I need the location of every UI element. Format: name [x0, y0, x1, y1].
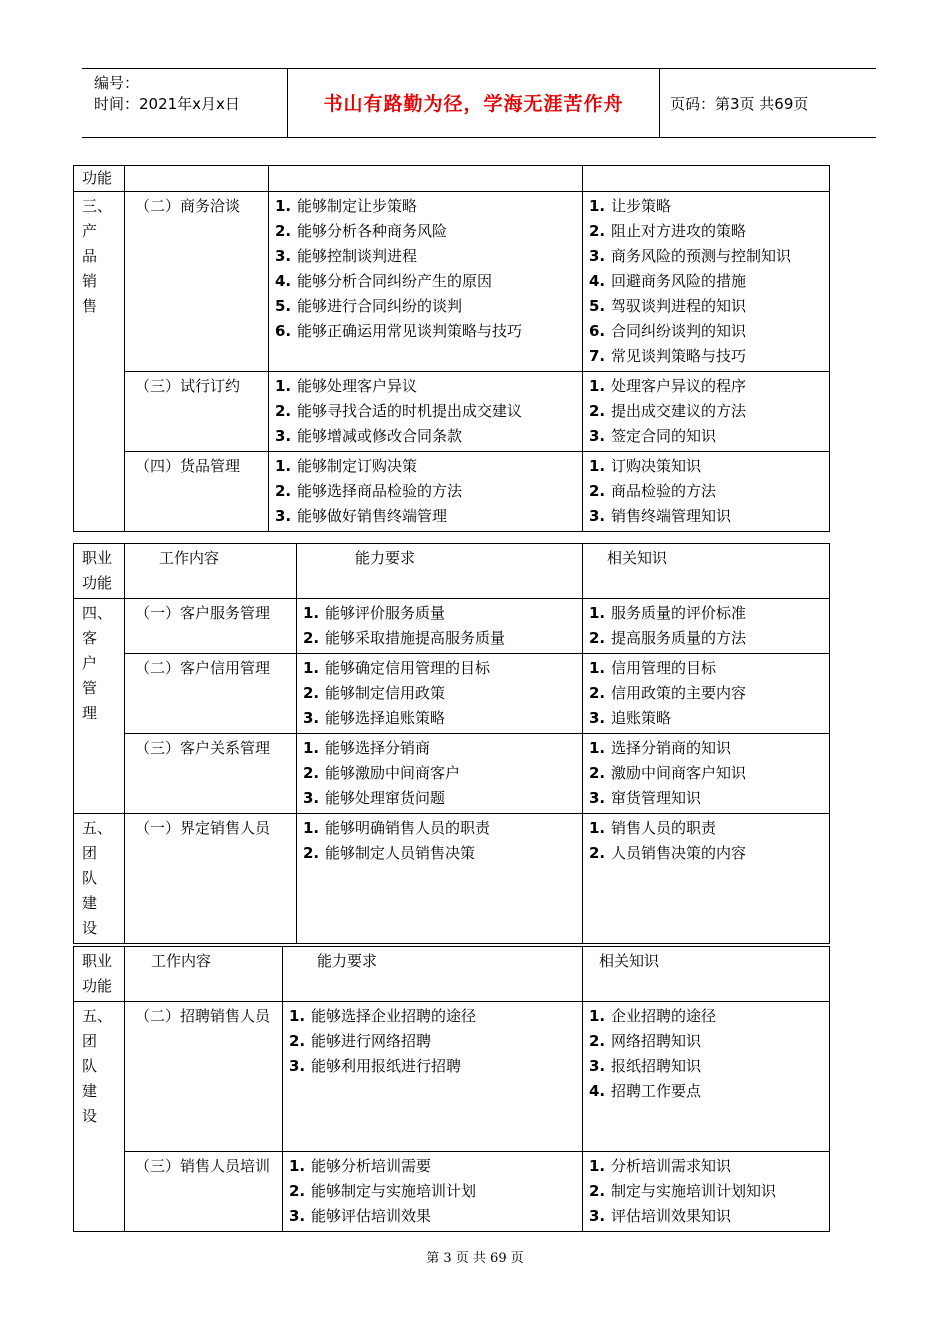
list-text: 能够做好销售终端管理: [297, 507, 448, 525]
header-cell: 职业功能: [74, 947, 125, 1002]
list-item: [589, 736, 823, 761]
list-item: [589, 399, 823, 424]
list-item: [275, 479, 576, 504]
numbered-list: [289, 1154, 576, 1229]
header-meta: [94, 73, 240, 115]
list-text: 提出成交建议的方法: [611, 402, 747, 420]
list-number: 3.: [589, 507, 606, 525]
list-number: 1.: [589, 659, 606, 677]
list-text: 提高服务质量的方法: [611, 629, 747, 647]
list-item: [275, 194, 576, 219]
list-number: 1.: [289, 1007, 306, 1025]
list-number: 5.: [589, 297, 606, 315]
list-item: [589, 319, 823, 344]
header-cell: 工作内容: [125, 544, 297, 599]
list-text: 企业招聘的途径: [611, 1007, 717, 1025]
list-item: [589, 294, 823, 319]
list-text: 能够处理窜货问题: [325, 789, 446, 807]
work-content-cell: （一）界定销售人员: [125, 814, 297, 944]
work-content-cell: （四）货品管理: [125, 452, 269, 532]
knowledge-cell: [583, 1152, 830, 1232]
list-text: 分析培训需求知识: [611, 1157, 732, 1175]
list-text: 信用管理的目标: [611, 659, 717, 677]
ability-cell: [297, 814, 583, 944]
list-number: 2.: [589, 402, 606, 420]
list-number: 4.: [275, 272, 292, 290]
table-product-sales: [73, 165, 830, 532]
list-number: 2.: [589, 222, 606, 240]
list-text: 能够分析合同纠纷产生的原因: [297, 272, 493, 290]
list-number: 1.: [589, 197, 606, 215]
list-item: [289, 1004, 576, 1029]
list-item: [589, 1029, 823, 1054]
work-content-cell: （三）销售人员培训: [125, 1152, 283, 1232]
ability-cell: [283, 1152, 583, 1232]
header-divider: [659, 69, 660, 137]
table-row: [74, 599, 830, 654]
list-item: [303, 626, 576, 651]
list-item: [289, 1154, 576, 1179]
knowledge-cell: [583, 452, 830, 532]
list-item: [589, 374, 823, 399]
knowledge-cell: [583, 192, 830, 372]
time-label: 时间：2021年x月x日: [94, 95, 240, 113]
table-header-row: [74, 947, 830, 1002]
list-item: [289, 1054, 576, 1079]
list-item: [275, 269, 576, 294]
list-number: 1.: [589, 819, 606, 837]
list-item: [589, 1204, 823, 1229]
list-item: [589, 816, 823, 841]
list-text: 能够选择商品检验的方法: [297, 482, 463, 500]
numbered-list: [589, 816, 823, 866]
list-text: 处理客户异议的程序: [611, 377, 747, 395]
list-number: 1.: [275, 197, 292, 215]
list-item: [589, 244, 823, 269]
numbered-list: [303, 601, 576, 651]
numbered-list: [589, 656, 823, 731]
list-text: 合同纠纷谈判的知识: [611, 322, 747, 340]
numbered-list: [589, 194, 823, 369]
list-text: 驾驭谈判进程的知识: [611, 297, 747, 315]
list-item: [589, 761, 823, 786]
list-item: [303, 601, 576, 626]
header-cell: 职业功能: [74, 544, 125, 599]
table-customer-team: [73, 543, 830, 944]
list-number: 3.: [303, 709, 320, 727]
list-number: 3.: [275, 247, 292, 265]
list-item: [275, 399, 576, 424]
list-number: 2.: [275, 482, 292, 500]
knowledge-cell: [583, 814, 830, 944]
table-row: [74, 192, 830, 372]
list-number: 1.: [589, 377, 606, 395]
list-number: 1.: [289, 1157, 306, 1175]
list-text: 评估培训效果知识: [611, 1207, 732, 1225]
list-text: 能够评估培训效果: [311, 1207, 432, 1225]
function-cell: 五、 团 队 建 设: [74, 814, 125, 944]
list-item: [589, 479, 823, 504]
work-content-cell: （二）客户信用管理: [125, 654, 297, 734]
list-item: [589, 1079, 823, 1104]
list-number: 4.: [589, 1082, 606, 1100]
list-number: 2.: [303, 684, 320, 702]
list-number: 7.: [589, 347, 606, 365]
list-item: [303, 681, 576, 706]
numbered-list: [589, 736, 823, 811]
list-number: 6.: [589, 322, 606, 340]
header-page-label: 页码：第3页 共69页: [670, 95, 809, 113]
list-item: [275, 504, 576, 529]
list-text: 能够控制谈判进程: [297, 247, 418, 265]
list-item: [589, 269, 823, 294]
list-number: 2.: [289, 1182, 306, 1200]
list-number: 1.: [275, 457, 292, 475]
numbered-list: [275, 454, 576, 529]
list-text: 能够制定与实施培训计划: [311, 1182, 477, 1200]
list-number: 3.: [275, 507, 292, 525]
list-number: 1.: [303, 819, 320, 837]
header-cell: 相关知识: [583, 947, 830, 1002]
ability-cell: [297, 599, 583, 654]
list-number: 3.: [589, 427, 606, 445]
list-item: [589, 656, 823, 681]
list-number: 3.: [289, 1057, 306, 1075]
list-item: [275, 244, 576, 269]
list-text: 选择分销商的知识: [611, 739, 732, 757]
function-cell: 五、 团 队 建 设: [74, 1002, 125, 1232]
ability-cell: [283, 1002, 583, 1152]
list-text: 签定合同的知识: [611, 427, 717, 445]
list-text: 人员销售决策的内容: [611, 844, 747, 862]
table-row: [74, 166, 830, 192]
list-item: [303, 816, 576, 841]
list-number: 1.: [275, 377, 292, 395]
list-number: 3.: [289, 1207, 306, 1225]
table-row: [74, 1002, 830, 1152]
list-number: 3.: [589, 1207, 606, 1225]
list-text: 窜货管理知识: [611, 789, 702, 807]
work-content-cell: （三）客户关系管理: [125, 734, 297, 814]
list-text: 能够增减或修改合同条款: [297, 427, 463, 445]
list-text: 网络招聘知识: [611, 1032, 702, 1050]
list-number: 3.: [303, 789, 320, 807]
knowledge-cell: [583, 654, 830, 734]
table-row: [74, 734, 830, 814]
list-item: [303, 841, 576, 866]
list-number: 1.: [303, 659, 320, 677]
list-number: 3.: [275, 427, 292, 445]
list-number: 2.: [275, 402, 292, 420]
knowledge-cell: [583, 372, 830, 452]
list-text: 能够确定信用管理的目标: [325, 659, 491, 677]
list-text: 让步策略: [611, 197, 672, 215]
list-text: 能够处理客户异议: [297, 377, 418, 395]
list-text: 制定与实施培训计划知识: [611, 1182, 777, 1200]
page-header: [82, 68, 876, 138]
table-row: [74, 452, 830, 532]
function-cell: 四、 客 户 管 理: [74, 599, 125, 814]
table-row: [74, 654, 830, 734]
numbered-list: [589, 1154, 823, 1229]
numbered-list: [589, 454, 823, 529]
list-number: 2.: [589, 844, 606, 862]
table-cell: [269, 166, 583, 192]
list-number: 2.: [303, 844, 320, 862]
header-cell: 能力要求: [283, 947, 583, 1002]
ability-cell: [297, 734, 583, 814]
list-number: 3.: [589, 247, 606, 265]
ability-cell: [297, 654, 583, 734]
list-item: [589, 344, 823, 369]
numbered-list: [303, 656, 576, 731]
list-text: 能够利用报纸进行招聘: [311, 1057, 462, 1075]
list-text: 报纸招聘知识: [611, 1057, 702, 1075]
list-text: 能够明确销售人员的职责: [325, 819, 491, 837]
table-row: [74, 814, 830, 944]
list-text: 能够制定信用政策: [325, 684, 446, 702]
list-item: [589, 454, 823, 479]
list-number: 1.: [589, 1157, 606, 1175]
list-text: 能够选择企业招聘的途径: [311, 1007, 477, 1025]
list-number: 1.: [589, 604, 606, 622]
list-item: [589, 1179, 823, 1204]
list-text: 能够激励中间商客户: [325, 764, 461, 782]
numbered-list: [303, 816, 576, 866]
list-item: [589, 504, 823, 529]
list-item: [589, 706, 823, 731]
table-cell: 功能: [74, 166, 125, 192]
list-text: 能够正确运用常见谈判策略与技巧: [297, 322, 523, 340]
list-item: [289, 1179, 576, 1204]
numbered-list: [275, 374, 576, 449]
list-number: 5.: [275, 297, 292, 315]
list-item: [589, 1154, 823, 1179]
ability-cell: [269, 452, 583, 532]
list-text: 信用政策的主要内容: [611, 684, 747, 702]
list-number: 2.: [589, 482, 606, 500]
ability-cell: [269, 192, 583, 372]
list-text: 商品检验的方法: [611, 482, 717, 500]
table-team-building: [73, 946, 830, 1232]
list-text: 能够采取措施提高服务质量: [325, 629, 506, 647]
list-text: 能够制定订购决策: [297, 457, 418, 475]
list-number: 2.: [303, 764, 320, 782]
numbered-list: [289, 1004, 576, 1079]
list-number: 1.: [303, 604, 320, 622]
list-number: 2.: [589, 764, 606, 782]
list-item: [303, 761, 576, 786]
list-item: [303, 706, 576, 731]
list-item: [289, 1204, 576, 1229]
header-cell: 相关知识: [583, 544, 830, 599]
list-text: 能够评价服务质量: [325, 604, 446, 622]
list-text: 销售终端管理知识: [611, 507, 732, 525]
list-item: [303, 656, 576, 681]
list-item: [589, 219, 823, 244]
list-text: 服务质量的评价标准: [611, 604, 747, 622]
numbered-list: [589, 1004, 823, 1104]
list-number: 6.: [275, 322, 292, 340]
list-number: 1.: [589, 1007, 606, 1025]
list-text: 销售人员的职责: [611, 819, 717, 837]
list-item: [589, 194, 823, 219]
list-item: [589, 681, 823, 706]
work-content-cell: （一）客户服务管理: [125, 599, 297, 654]
list-text: 追账策略: [611, 709, 672, 727]
table-header-row: [74, 544, 830, 599]
header-motto: 书山有路勤为径，学海无涯苦作舟: [323, 93, 624, 115]
list-item: [589, 424, 823, 449]
number-label: 编号：: [94, 74, 140, 92]
list-item: [275, 424, 576, 449]
list-text: 阻止对方进攻的策略: [611, 222, 747, 240]
list-text: 能够制定让步策略: [297, 197, 418, 215]
numbered-list: [275, 194, 576, 344]
numbered-list: [589, 601, 823, 651]
table-row: [74, 1152, 830, 1232]
header-cell: 工作内容: [125, 947, 283, 1002]
table-cell: [125, 166, 269, 192]
list-number: 4.: [589, 272, 606, 290]
function-cell: 三、 产 品 销 售: [74, 192, 125, 532]
work-content-cell: （二）商务洽谈: [125, 192, 269, 372]
list-text: 回避商务风险的措施: [611, 272, 747, 290]
list-number: 3.: [589, 789, 606, 807]
knowledge-cell: [583, 1002, 830, 1152]
list-text: 能够寻找合适的时机提出成交建议: [297, 402, 523, 420]
list-number: 2.: [589, 1032, 606, 1050]
numbered-list: [589, 374, 823, 449]
list-item: [303, 786, 576, 811]
list-text: 能够选择追账策略: [325, 709, 446, 727]
list-item: [289, 1029, 576, 1054]
list-text: 能够进行网络招聘: [311, 1032, 432, 1050]
list-text: 招聘工作要点: [611, 1082, 702, 1100]
list-text: 激励中间商客户知识: [611, 764, 747, 782]
list-number: 3.: [589, 709, 606, 727]
header-cell: 能力要求: [297, 544, 583, 599]
list-number: 2.: [589, 684, 606, 702]
ability-cell: [269, 372, 583, 452]
list-number: 2.: [303, 629, 320, 647]
list-number: 1.: [303, 739, 320, 757]
list-item: [275, 294, 576, 319]
list-text: 能够制定人员销售决策: [325, 844, 476, 862]
list-item: [275, 319, 576, 344]
list-item: [589, 601, 823, 626]
list-item: [589, 626, 823, 651]
work-content-cell: （三）试行订约: [125, 372, 269, 452]
table-cell: [583, 166, 830, 192]
list-text: 能够进行合同纠纷的谈判: [297, 297, 463, 315]
list-item: [275, 454, 576, 479]
list-number: 2.: [589, 629, 606, 647]
list-text: 常见谈判策略与技巧: [611, 347, 747, 365]
page-footer: 第 3 页 共 69 页: [426, 1251, 524, 1266]
table-row: [74, 372, 830, 452]
list-text: 能够选择分销商: [325, 739, 431, 757]
list-number: 2.: [275, 222, 292, 240]
knowledge-cell: [583, 599, 830, 654]
list-item: [303, 736, 576, 761]
list-item: [589, 1004, 823, 1029]
numbered-list: [303, 736, 576, 811]
list-text: 订购决策知识: [611, 457, 702, 475]
list-item: [275, 219, 576, 244]
list-item: [589, 841, 823, 866]
list-number: 2.: [289, 1032, 306, 1050]
list-item: [275, 374, 576, 399]
list-text: 商务风险的预测与控制知识: [611, 247, 792, 265]
list-text: 能够分析培训需要: [311, 1157, 432, 1175]
list-item: [589, 786, 823, 811]
list-number: 1.: [589, 739, 606, 757]
work-content-cell: （二）招聘销售人员: [125, 1002, 283, 1152]
list-item: [589, 1054, 823, 1079]
list-number: 2.: [589, 1182, 606, 1200]
list-number: 3.: [589, 1057, 606, 1075]
list-text: 能够分析各种商务风险: [297, 222, 448, 240]
knowledge-cell: [583, 734, 830, 814]
list-number: 1.: [589, 457, 606, 475]
